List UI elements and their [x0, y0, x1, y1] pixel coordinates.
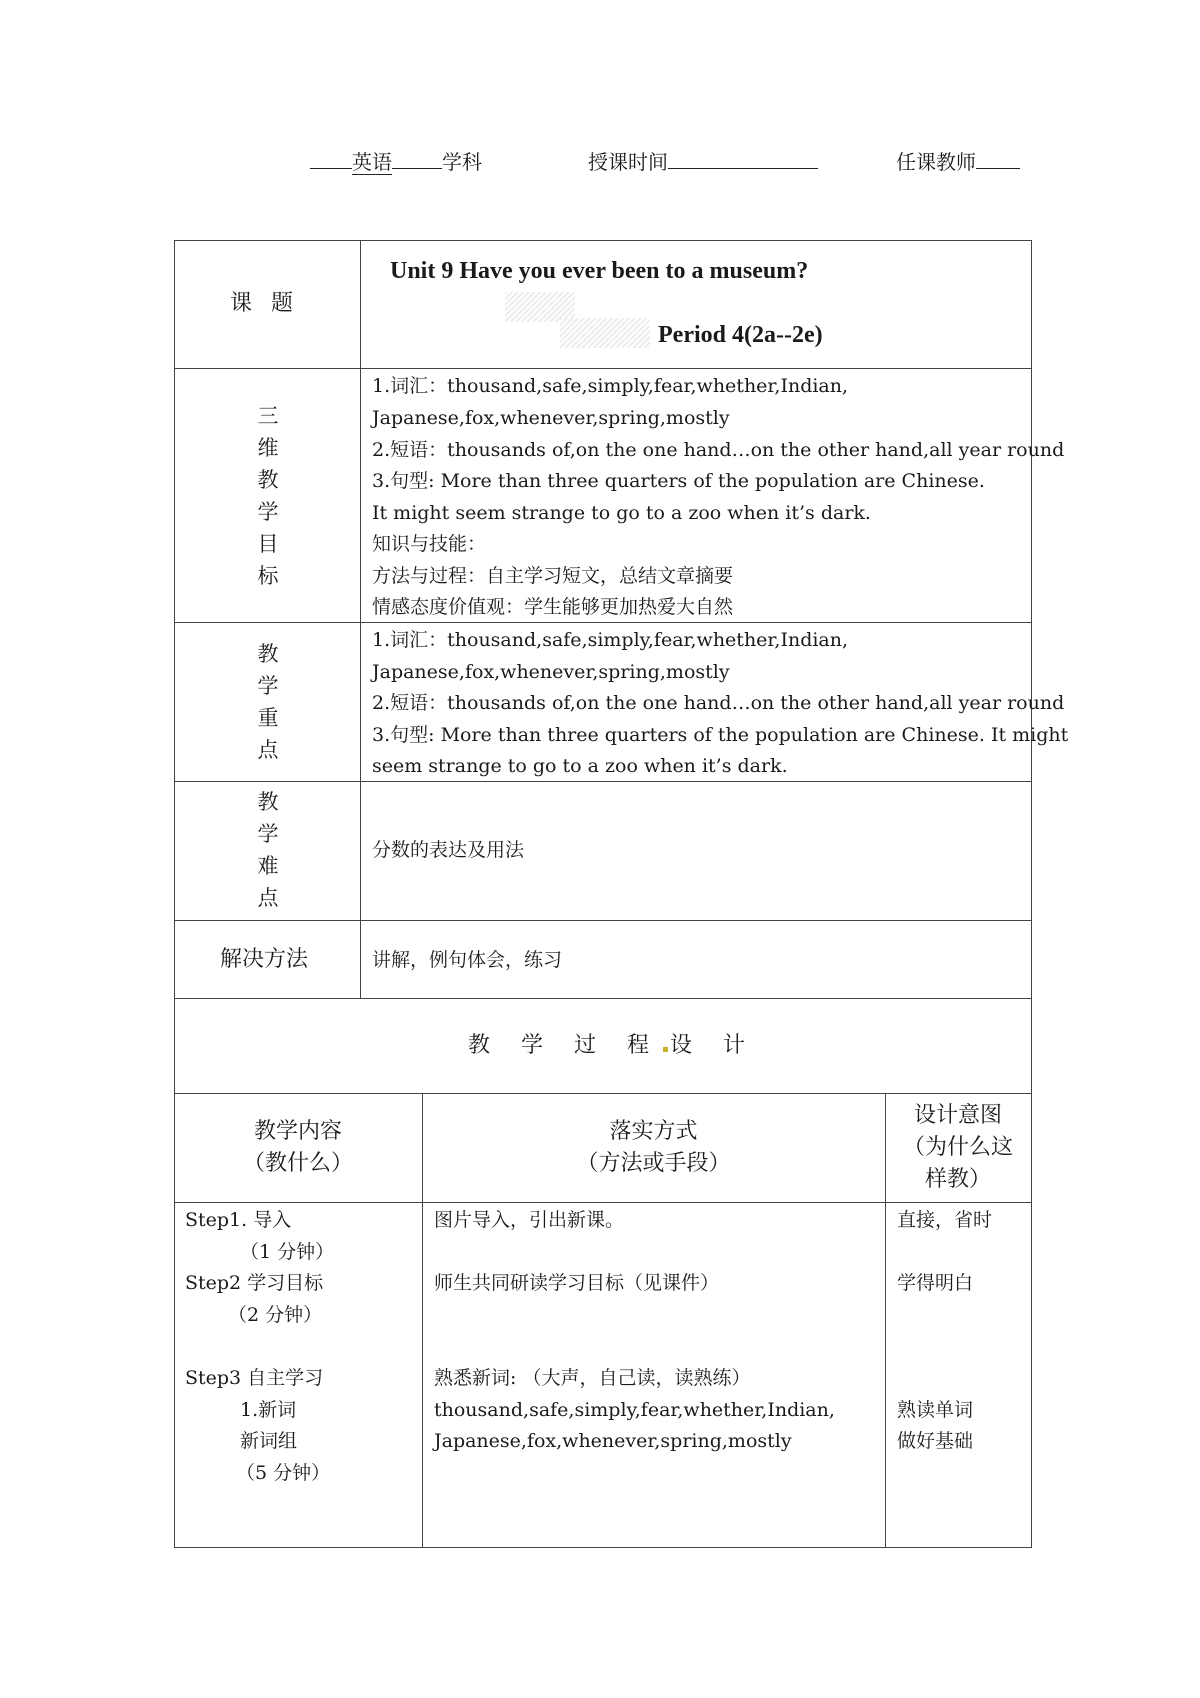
period-title: Period 4(2a--2e): [658, 322, 823, 348]
step1-time: （1 分钟）: [240, 1241, 335, 1263]
table-line: [174, 240, 1031, 241]
key-point-line: Japanese,fox,whenever,spring,mostly: [372, 661, 730, 683]
process-title: 教 学 过 程 设 计: [468, 1033, 757, 1058]
intent-3a: 熟读单词: [897, 1399, 974, 1421]
intent-1: 直接，省时: [897, 1209, 993, 1231]
table-line: [174, 1547, 1031, 1548]
subject-suffix: 学科: [442, 150, 482, 174]
time-label: 授课时间: [588, 150, 668, 174]
topic-label: 课 题: [230, 291, 299, 316]
intent-2: 学得明白: [897, 1272, 974, 1294]
header-teacher: [896, 146, 1020, 175]
objective-line: Japanese,fox,whenever,spring,mostly: [372, 407, 730, 429]
method-3-words: thousand,safe,simply,fear,whether,Indian,: [434, 1399, 835, 1421]
difficulties-label: 教 学 难 点: [257, 790, 279, 910]
step3-time: （5 分钟）: [236, 1462, 331, 1484]
table-line: [360, 240, 361, 998]
step3-sub2: 新词组: [240, 1430, 298, 1452]
objective-line: 1.词汇：thousand,safe,simply,fear,whether,Indian,: [372, 375, 849, 397]
difficulties-content: 分数的表达及用法: [372, 839, 525, 861]
table-line: [174, 998, 1031, 999]
key-point-line: 2.短语：thousands of,on the one hand…on the other hand,all year round: [372, 692, 1065, 714]
header-subject: [310, 146, 482, 175]
mark-dot: [663, 1047, 668, 1052]
objective-line: 2.短语：thousands of,on the one hand…on the other hand,all year round: [372, 439, 1065, 461]
step2-time: （2 分钟）: [228, 1304, 323, 1326]
subject-value: 英语: [352, 150, 392, 174]
key-point-line: 1.词汇：thousand,safe,simply,fear,whether,Indian,: [372, 629, 849, 651]
step1-label: Step1. 导入: [185, 1209, 292, 1231]
col-header-content: 教学内容 （教什么）: [242, 1119, 353, 1176]
step3-sub1: 1.新词: [240, 1399, 297, 1421]
table-line: [174, 920, 1031, 921]
header-time: [588, 146, 818, 175]
scan-smudge: [560, 318, 650, 348]
objective-line: 情感态度价值观：学生能够更加热爱大自然: [372, 596, 734, 618]
table-line: [174, 368, 1031, 369]
objective-line: 3.句型: More than three quarters of the population are Chinese.: [372, 470, 985, 492]
key-points-label: 教 学 重 点: [257, 642, 279, 762]
solution-content: 讲解，例句体会，练习: [372, 949, 563, 971]
objective-line: It might seem strange to go to a zoo when it’s dark.: [372, 502, 871, 524]
step3-label: Step3 自主学习: [185, 1367, 324, 1389]
objective-line: 方法与过程：自主学习短文，总结文章摘要: [372, 565, 734, 587]
intent-3b: 做好基础: [897, 1430, 974, 1452]
key-point-line: 3.句型: More than three quarters of the population are Chinese. It might: [372, 724, 1069, 746]
method-3-words: Japanese,fox,whenever,spring,mostly: [434, 1430, 792, 1452]
key-point-line: seem strange to go to a zoo when it’s dark.: [372, 755, 788, 777]
teacher-label: 任课教师: [896, 150, 976, 174]
method-1: 图片导入，引出新课。: [434, 1209, 625, 1231]
table-line: [174, 1202, 1031, 1203]
method-2: 师生共同研读学习目标（见课件）: [434, 1272, 720, 1294]
solution-label: 解决方法: [220, 947, 309, 972]
step2-label: Step2 学习目标: [185, 1272, 324, 1294]
unit-title: Unit 9 Have you ever been to a museum?: [390, 258, 809, 284]
objective-line: 知识与技能：: [372, 533, 487, 555]
table-line: [174, 1093, 1031, 1094]
col-header-method: 落实方式 （方法或手段）: [576, 1119, 731, 1176]
method-3: 熟悉新词: （大声，自己读，读熟练）: [434, 1367, 751, 1389]
col-header-intent: 设计意图 （为什么这 样教）: [902, 1103, 1013, 1192]
table-line: [174, 240, 175, 1548]
objectives-label: 三 维 教 学 目 标: [257, 404, 279, 588]
